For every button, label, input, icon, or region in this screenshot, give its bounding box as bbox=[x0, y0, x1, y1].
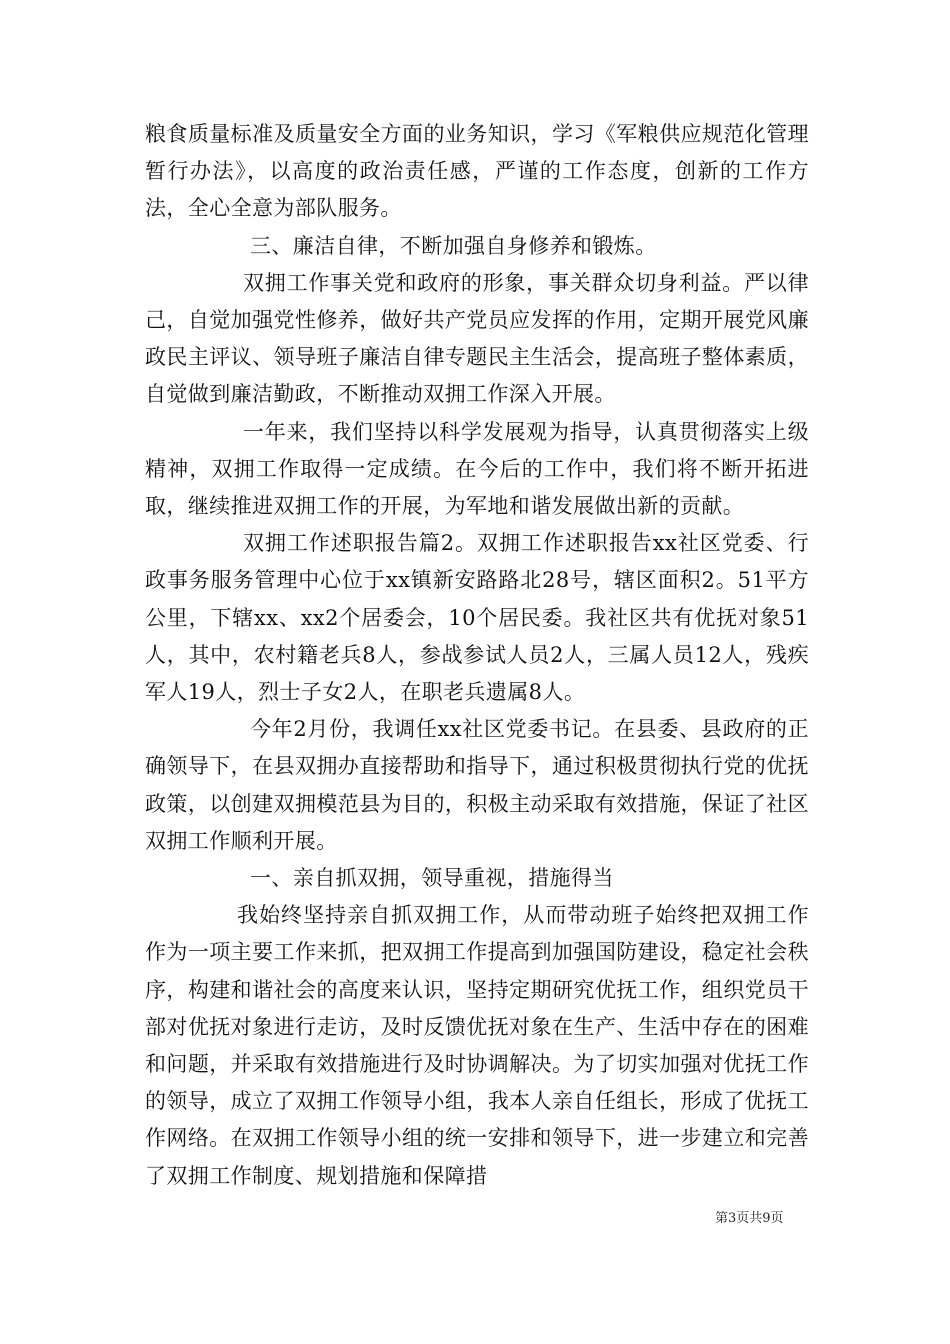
document-body bbox=[145, 116, 809, 1195]
paragraph-appointment: 今年2月份，我调任xx社区党委书记。在县委、县政府的正确领导下，在县双拥办直接帮助和指导下，通过积极贯彻执行党的优抚政策，以创建双拥模范县为目的，积极主动采取有效措施，保证了社区双拥工作顺利开展。 bbox=[145, 717, 809, 853]
paragraph-continuation: 粮食质量标准及质量安全方面的业务知识，学习《军粮供应规范化管理暂行办法》，以高度的政治责任感，严谨的工作态度，创新的工作方法，全心全意为部队服务。 bbox=[145, 122, 809, 221]
section-heading-3: 三、廉洁自律，不断加强自身修养和锻炼。 bbox=[250, 233, 657, 258]
paragraph-report-2-intro: 双拥工作述职报告篇2。双拥工作述职报告xx社区党委、行政事务服务管理中心位于xx镇新安路路北28号，辖区面积2。51平方公里，下辖xx、xx2个居委会，10个居民委。我社区共有优抚对象51人，其中，农村籍老兵8人，参战参试人员2人，三属人员12人，残疾军人19人，烈士子女2人，在职老兵遗属8人。 bbox=[145, 531, 809, 705]
page-number: 第3页共9页 bbox=[715, 1211, 784, 1226]
paragraph-integrity: 双拥工作事关党和政府的形象，事关群众切身利益。严以律己，自觉加强党性修养，做好共产党员应发挥的作用，定期开展党风廉政民主评议、领导班子廉洁自律专题民主生活会，提高班子整体素质，自觉做到廉洁勤政，不断推动双拥工作深入开展。 bbox=[145, 270, 809, 407]
paragraph-summary: 一年来，我们坚持以科学发展观为指导，认真贯彻落实上级精神，双拥工作取得一定成绩。在今后的工作中，我们将不断开拓进取，继续推进双拥工作的开展，为军地和谐发展做出新的贡献。 bbox=[145, 419, 809, 519]
paragraph-leadership: 我始终坚持亲自抓双拥工作，从而带动班子始终把双拥工作作为一项主要工作来抓，把双拥工作提高到加强国防建设，稳定社会秩序，构建和谐社会的高度来认识，坚持定期研究优抚工作，组织党员干部对优抚对象进行走访，及时反馈优抚对象在生产、生活中存在的困难和问题，并采取有效措施进行及时协调解决。为了切实加强对优抚工作的领导，成立了双拥工作领导小组，我本人亲自任组长，形成了优抚工作网络。在双拥工作领导小组的统一安排和领导下，进一步建立和完善了双拥工作制度、规划措施和保障措 bbox=[145, 903, 809, 1188]
section-heading-1: 一、亲自抓双拥，领导重视，措施得当 bbox=[250, 866, 614, 891]
